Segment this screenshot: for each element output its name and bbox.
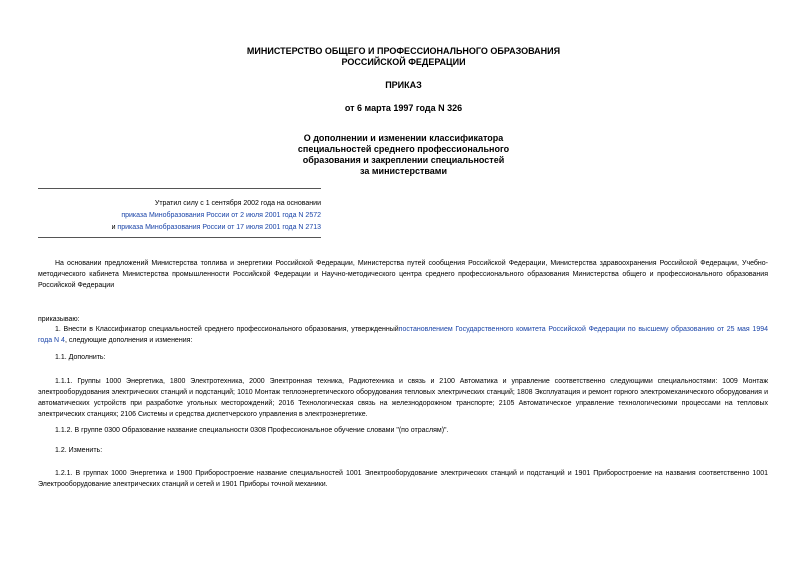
document-type: ПРИКАЗ xyxy=(385,80,422,90)
paragraph-1-prefix: 1. Внести в Классификатор специальностей среднего профессионального образования, утвержденный xyxy=(55,326,399,333)
paragraph-1-1: 1.1. Дополнить: xyxy=(55,354,106,361)
bottom-divider xyxy=(38,237,321,238)
repeal-order-link-2572[interactable]: приказа Минобразования России от 2 июля 2001 года N 2572 xyxy=(121,212,321,219)
paragraph-1-1-2: 1.1.2. В группе 0300 Образование название специальности 0308 Профессиональное обучение словами "(по отраслям)". xyxy=(55,427,449,434)
paragraph-1-suffix: , следующие дополнения и изменения: xyxy=(64,337,193,344)
document-title-line3: образования и закреплении специальностей xyxy=(302,155,505,165)
order-word: приказываю: xyxy=(38,316,80,323)
status-note-conjunction: и xyxy=(111,224,118,231)
preamble-paragraph: На основании предложений Министерства топлива и энергетики Российской Федерации, Министерства путей сообщения Российской Федерации, Министерства здравоохранения Российской Федерации, Учебно-методического кабинета Министерства промышленности Российской Федерации и Научно-методического центра среднего профессионального образования Министерства общего и профессионального образования Российской Федерации xyxy=(38,260,768,289)
paragraph-1-1-1: 1.1.1. Группы 1000 Энергетика, 1800 Электротехника, 2000 Электронная техника, Радиотехника и связь и 2100 Автоматика и управление соответственно следующими специальностями: 1009 Монтаж электрооборудования электрических станций и подстанций; 1010 Монтаж теплоэнергетического оборудования тепловых электрических станций; 1808 Эксплуатация и ремонт горного электромеханического оборудования и автоматических устройств при разработке угольных месторождений; 2016 Технологическая связь на железнодорожном транспорте; 2105 Автоматическое управление технологическими процессами на тепловых электрических станциях; 2106 Системы и средства диспетчерского управления в электроэнергетике. xyxy=(38,378,768,418)
top-divider xyxy=(38,188,321,189)
document-title-line1: О дополнении и изменении классификатора xyxy=(303,133,504,143)
status-note xyxy=(38,198,321,234)
ministry-heading-line1: МИНИСТЕРСТВО ОБЩЕГО И ПРОФЕССИОНАЛЬНОГО ОБРАЗОВАНИЯ xyxy=(246,46,561,56)
paragraph-1-2: 1.2. Изменить: xyxy=(55,447,103,454)
document-title-line2: специальностей среднего профессионального xyxy=(297,144,510,154)
document-title-line4: за министерствами xyxy=(360,166,447,176)
resolution-link[interactable]: постановлением Государственного комитета Российской Федерации по высшему образованию от 25 мая 1994 года N 4 xyxy=(38,326,768,344)
paragraph-1-2-1: 1.2.1. В группах 1000 Энергетика и 1900 Приборостроение название специальностей 1001 Электрооборудование электрических станций и подстанций и 1901 Приборостроение на названия соответственно 1001 Электрооборудование электрических станций и сетей и 1901 Приборы точной механики. xyxy=(38,470,768,488)
ministry-heading-line2: РОССИЙСКОЙ ФЕДЕРАЦИИ xyxy=(341,57,466,67)
paragraph-1 xyxy=(38,324,768,346)
document-date: от 6 марта 1997 года N 326 xyxy=(344,103,463,113)
status-note-line1: Утратил силу с 1 сентября 2002 года на основании xyxy=(154,200,321,207)
repeal-order-link-2713[interactable]: приказа Минобразования России от 17 июля 2001 года N 2713 xyxy=(117,224,321,231)
